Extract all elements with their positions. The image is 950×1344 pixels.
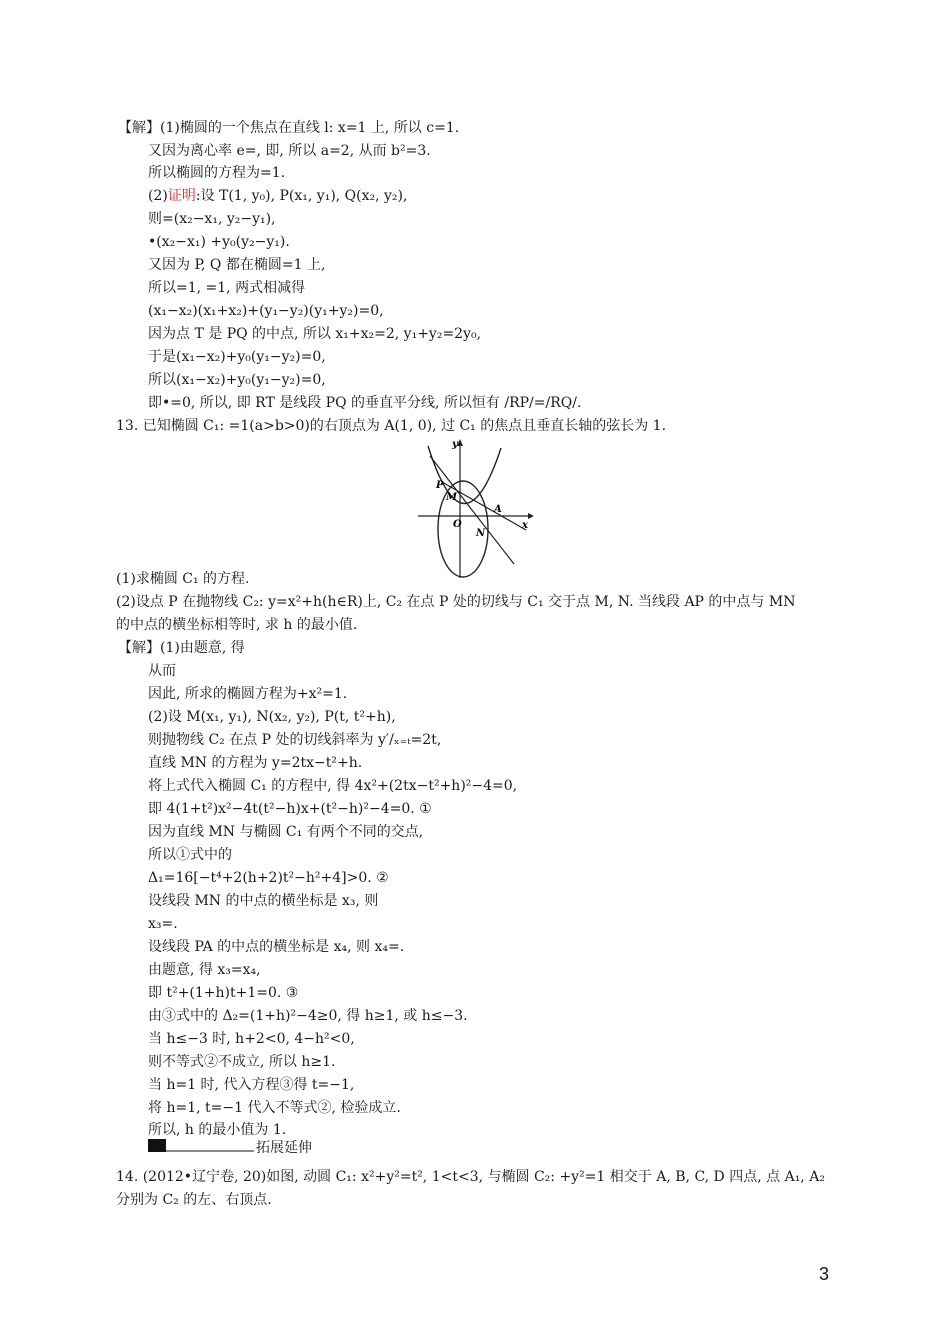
text-line: 将 h=1, t=−1 代入不等式②, 检验成立. bbox=[148, 1100, 401, 1116]
text-line: 即 t²+(1+h)t+1=0. ③ bbox=[148, 985, 299, 1001]
label-n: N bbox=[476, 528, 486, 539]
text-line: 所以①式中的 bbox=[148, 847, 232, 863]
label-m: M bbox=[446, 492, 458, 503]
text-line: 因为直线 MN 与椭圆 C₁ 有两个不同的交点, bbox=[148, 824, 424, 840]
text-line bbox=[148, 187, 407, 205]
label-x: x bbox=[522, 520, 528, 531]
text-line: 直线 MN 的方程为 y=2tx−t²+h. bbox=[148, 755, 363, 771]
text-line: 分别为 C₂ 的左、右顶点. bbox=[116, 1192, 272, 1208]
problem-13-heading: 13. 已知椭圆 C₁: =1(a>b>0)的右顶点为 A(1, 0), 过 C₁ 的焦点且垂直长轴的弦长为 1. bbox=[116, 418, 667, 434]
text-line: 从而 bbox=[148, 663, 176, 679]
text-line: (1)求椭圆 C₁ 的方程. bbox=[116, 571, 250, 587]
text-line: 所以(x₁−x₂)+y₀(y₁−y₂)=0, bbox=[148, 372, 326, 388]
text-line: Δ₁=16[−t⁴+2(h+2)t²−h²+4]>0. ② bbox=[148, 870, 389, 886]
y-axis-arrow bbox=[457, 439, 463, 446]
text-line: 则抛物线 C₂ 在点 P 处的切线斜率为 y′/ₓ₌ₜ=2t, bbox=[148, 732, 442, 748]
text-line: 即 4(1+t²)x²−4t(t²−h)x+(t²−h)²−4=0. ① bbox=[148, 801, 432, 817]
text-line: (2)设 M(x₁, y₁), N(x₂, y₂), P(t, t²+h), bbox=[148, 709, 396, 725]
text-line: (2)设点 P 在抛物线 C₂: y=x²+h(h∈R)上, C₂ 在点 P 处的切线与 C₁ 交于点 M, N. 当线段 AP 的中点与 MN bbox=[116, 594, 796, 610]
text-line: 又因为 P, Q 都在椭圆=1 上, bbox=[148, 257, 326, 273]
section-marker-rule bbox=[166, 1150, 254, 1152]
text-line: 又因为离心率 e=, 即, 所以 a=2, 从而 b²=3. bbox=[148, 143, 431, 159]
text-line: x₃=. bbox=[148, 916, 178, 932]
page-number: 3 bbox=[819, 1264, 830, 1284]
text-line: (x₁−x₂)(x₁+x₂)+(y₁−y₂)(y₁+y₂)=0, bbox=[148, 303, 384, 319]
text-line: 【解】(1)由题意, 得 bbox=[118, 640, 245, 656]
text-line: 所以, h 的最小值为 1. bbox=[148, 1122, 287, 1138]
text-line: 于是(x₁−x₂)+y₀(y₁−y₂)=0, bbox=[148, 349, 326, 365]
text-line: 【解】(1)椭圆的一个焦点在直线 l: x=1 上, 所以 c=1. bbox=[118, 120, 460, 136]
proof-prefix: (2) bbox=[148, 188, 168, 204]
text-line: 则=(x₂−x₁, y₂−y₁), bbox=[148, 211, 276, 227]
section-marker-block bbox=[148, 1139, 166, 1152]
text-line: 设线段 MN 的中点的横坐标是 x₃, 则 bbox=[148, 893, 379, 909]
text-line: 所以=1, =1, 两式相减得 bbox=[148, 280, 306, 296]
text-line: 当 h=1 时, 代入方程③得 t=−1, bbox=[148, 1077, 355, 1093]
text-line: 所以椭圆的方程为=1. bbox=[148, 165, 286, 181]
proof-label: 证明 bbox=[167, 188, 196, 204]
text-line: 因此, 所求的椭圆方程为+x²=1. bbox=[148, 686, 348, 702]
proof-text: 设 T(1, y₀), P(x₁, y₁), Q(x₂, y₂), bbox=[200, 188, 408, 204]
label-o: O bbox=[453, 519, 462, 530]
text-line: •(x₂−x₁) +y₀(y₂−y₁). bbox=[148, 234, 290, 250]
text-line: 当 h≤−3 时, h+2<0, 4−h²<0, bbox=[148, 1031, 355, 1047]
problem-14-heading: 14. (2012•辽宁卷, 20)如图, 动圆 C₁: x²+y²=t², 1<t<3, 与椭圆 C₂: +y²=1 相交于 A, B, C, D 四点, 点 A₁, A₂ bbox=[116, 1169, 825, 1185]
text-line: 由③式中的 Δ₂=(1+h)²−4≥0, 得 h≥1, 或 h≤−3. bbox=[148, 1008, 468, 1024]
text-line: 由题意, 得 x₃=x₄, bbox=[148, 962, 261, 978]
text-line: 将上式代入椭圆 C₁ 的方程中, 得 4x²+(2tx−t²+h)²−4=0, bbox=[148, 778, 518, 794]
proof-colon: : bbox=[195, 188, 201, 204]
text-line: 因为点 T 是 PQ 的中点, 所以 x₁+x₂=2, y₁+y₂=2y₀, bbox=[148, 326, 482, 342]
x-axis-arrow bbox=[528, 513, 534, 519]
label-p: P bbox=[436, 480, 444, 491]
label-y: y bbox=[452, 439, 458, 450]
text-line: 的中点的横坐标相等时, 求 h 的最小值. bbox=[116, 617, 358, 633]
section-label: 拓展延伸 bbox=[256, 1140, 312, 1156]
text-line: 即•=0, 所以, 即 RT 是线段 PQ 的垂直平分线, 所以恒有 /RP/=/RQ/. bbox=[148, 395, 582, 411]
text-line: 设线段 PA 的中点的横坐标是 x₄, 则 x₄=. bbox=[148, 939, 405, 955]
ellipse-parabola-figure bbox=[416, 438, 534, 580]
label-a: A bbox=[494, 504, 502, 515]
text-line: 则不等式②不成立, 所以 h≥1. bbox=[148, 1054, 336, 1070]
